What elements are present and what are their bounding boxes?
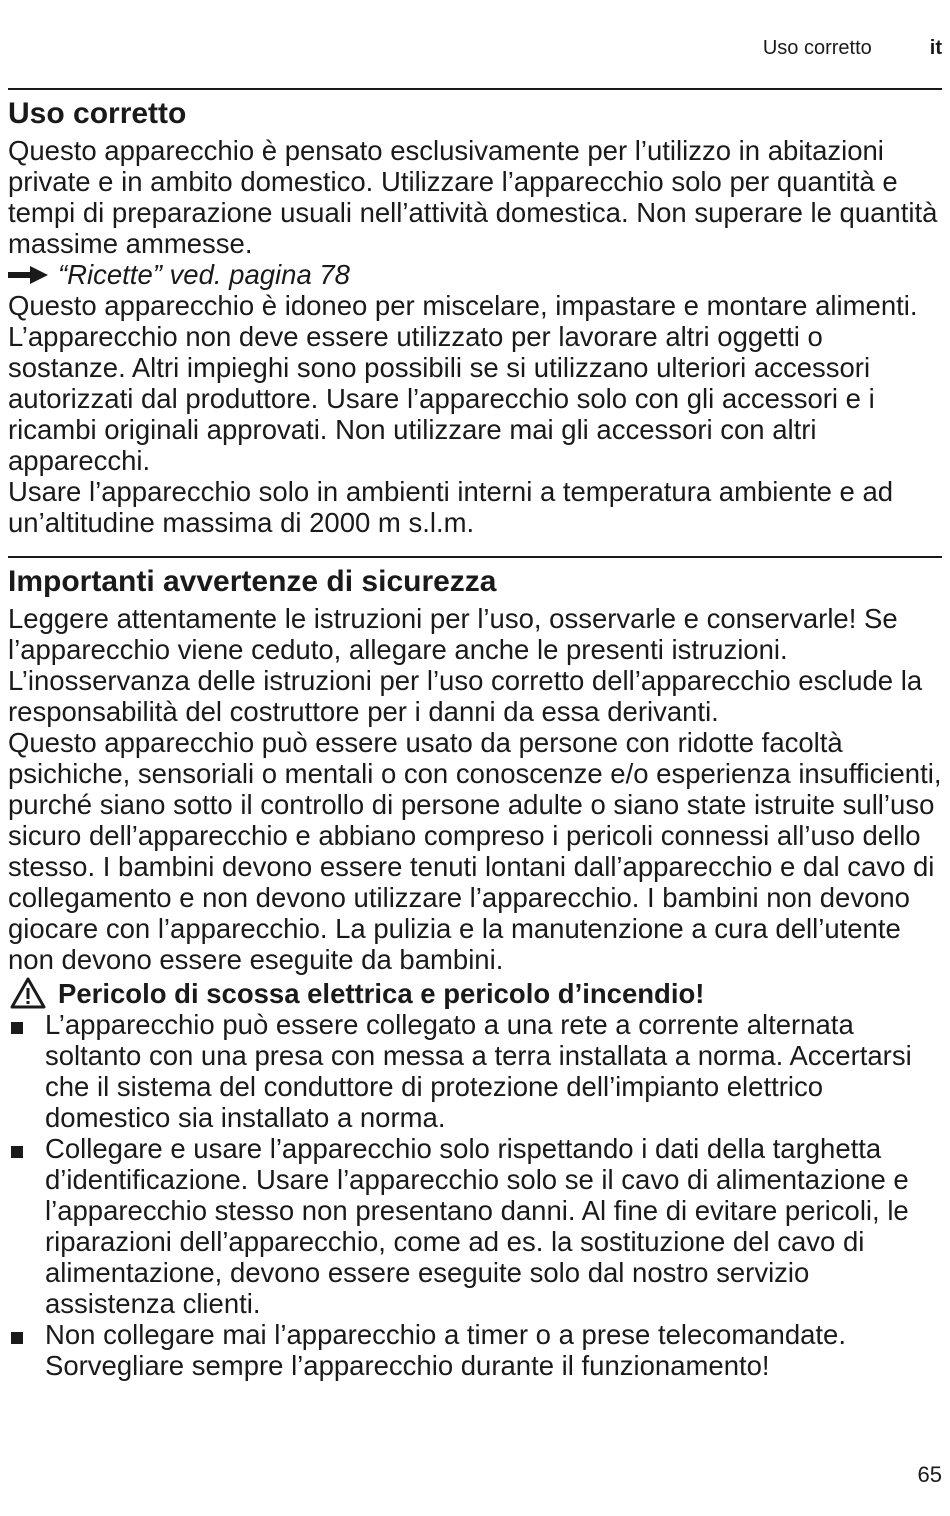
list-item [8, 1009, 944, 1133]
list-item-text: L’apparecchio può essere collegato a una rete a corrente alternata soltanto con una presa con messa a terra installata a norma. Accertarsi che il sistema del conduttore di protezione dell’impianto elettrico domestico sia installato a norma. [45, 1009, 912, 1133]
list-item [8, 1319, 944, 1381]
running-header [8, 36, 942, 60]
section-divider [8, 556, 942, 558]
intended-use-paragraph-1: Questo apparecchio è pensato esclusivamente per l’utilizzo in abitazioni private e in ambito domestico. Utilizzare l’apparecchio solo per quantità e tempi di preparazione usuali nell’attività domestica. Non superare le quantità massime ammesse. [8, 135, 938, 259]
arrow-right-icon [8, 266, 48, 284]
list-item-text: Collegare e usare l’apparecchio solo rispettando i dati della targhetta d’identificazione. Usare l’apparecchio solo se il cavo di alimentazione e l’apparecchio stesso non presentano danni. Al fine di evitare pericoli, le riparazioni dell’apparecchio, come ad es. la sostituzione del cavo di alimentazione, devono essere eseguite solo dal nostro servizio assistenza clienti. [45, 1133, 909, 1319]
warning-triangle-icon [10, 977, 46, 1009]
bullet-square-icon [11, 1146, 23, 1158]
warning-heading [8, 977, 944, 1009]
section-intended-use [8, 95, 944, 538]
list-item-text: Non collegare mai l’apparecchio a timer o a prese telecomandate. Sorvegliare sempre l’apparecchio durante il funzionamento! [45, 1319, 846, 1381]
page-number: 65 [917, 1462, 942, 1487]
recipes-reference-text: “Ricette” ved. pagina 78 [58, 259, 350, 290]
intended-use-paragraph-3: Usare l’apparecchio solo in ambienti interni a temperatura ambiente e ad un’altitudine massima di 2000 m s.l.m. [8, 476, 894, 538]
bullet-square-icon [11, 1022, 23, 1034]
section-title-intended-use: Uso corretto [8, 97, 187, 130]
section-safety [8, 563, 944, 1381]
list-item [8, 1133, 944, 1319]
warning-bullet-list [8, 1009, 944, 1381]
header-language-code: it [929, 36, 942, 59]
recipes-reference [8, 259, 944, 290]
warning-heading-text: Pericolo di scossa elettrica e pericolo d’incendio! [58, 977, 705, 1009]
header-section-title: Uso corretto [762, 36, 872, 59]
bullet-square-icon [11, 1332, 23, 1344]
top-divider [8, 88, 942, 90]
safety-paragraph-1: Leggere attentamente le istruzioni per l’uso, osservarle e conservarle! Se l’apparecchio viene ceduto, allegare anche le presenti istruzioni. L’inosservanza delle istruzioni per l’uso corretto dell’apparecchio esclude la responsabilità del costruttore per i danni da essa derivanti. [8, 603, 923, 727]
safety-paragraph-2: Questo apparecchio può essere usato da persone con ridotte facoltà psichiche, sensoriali o mentali o con conoscenze e/o esperienza insufficienti, purché siano sotto il controllo di persone adulte o siano state istruite sull’uso sicuro dell’apparecchio e abbiano compreso i pericoli connessi all’uso dello stesso. I bambini devono essere tenuti lontani dall’apparecchio e dal cavo di collegamento e non devono utilizzare l’apparecchio. I bambini non devono giocare con l’apparecchio. La pulizia e la manutenzione a cura dell’utente non devono essere eseguite da bambini. [8, 727, 942, 975]
section-title-safety: Importanti avvertenze di sicurezza [8, 565, 497, 598]
intended-use-paragraph-2: Questo apparecchio è idoneo per miscelare, impastare e montare alimenti. L’apparecchio non deve essere utilizzato per lavorare altri oggetti o sostanze. Altri impieghi sono possibili se si utilizzano ulteriori accessori autorizzati dal produttore. Usare l’apparecchio solo con gli accessori e i ricambi originali approvati. Non utilizzare mai gli accessori con altri apparecchi. [8, 290, 918, 476]
